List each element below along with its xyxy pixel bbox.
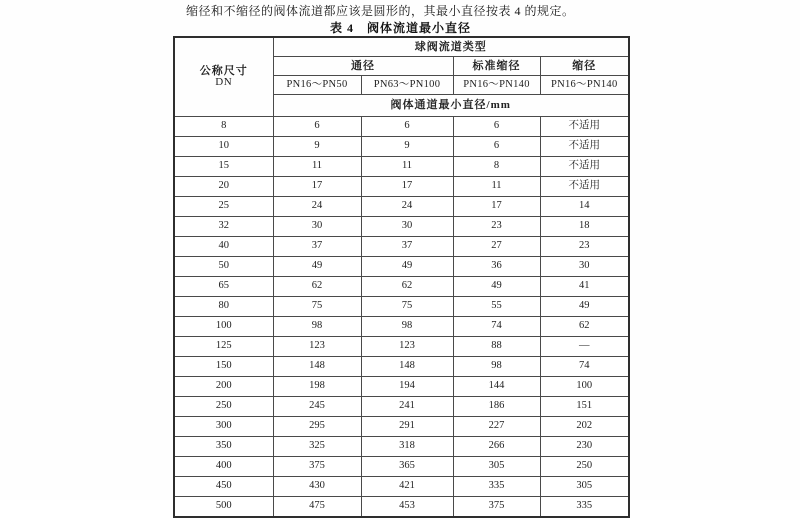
- value-cell: 88: [453, 337, 540, 357]
- value-cell: 49: [453, 277, 540, 297]
- value-cell: 227: [453, 417, 540, 437]
- table-row: [174, 317, 629, 337]
- value-cell: 453: [361, 497, 453, 518]
- group-header-valve-type: 球阀流道类型: [273, 37, 629, 57]
- value-cell: 325: [273, 437, 361, 457]
- value-cell: 75: [273, 297, 361, 317]
- value-cell: 30: [273, 217, 361, 237]
- dn-cell: 150: [174, 357, 273, 377]
- value-cell: 不适用: [540, 137, 629, 157]
- corner-header-line2: DN: [215, 76, 233, 88]
- value-cell: 98: [453, 357, 540, 377]
- dn-cell: 200: [174, 377, 273, 397]
- value-cell: 305: [540, 477, 629, 497]
- min-bore-table: [173, 36, 630, 518]
- value-cell: —: [540, 337, 629, 357]
- value-cell: 8: [453, 157, 540, 177]
- pn-range-1: PN16～PN50: [273, 76, 361, 95]
- value-cell: 37: [361, 237, 453, 257]
- value-cell: 202: [540, 417, 629, 437]
- table-row: [174, 217, 629, 237]
- value-cell: 151: [540, 397, 629, 417]
- table-row: [174, 137, 629, 157]
- value-cell: 186: [453, 397, 540, 417]
- dn-cell: 300: [174, 417, 273, 437]
- value-cell: 230: [540, 437, 629, 457]
- dn-cell: 80: [174, 297, 273, 317]
- value-cell: 250: [540, 457, 629, 477]
- table-row: [174, 457, 629, 477]
- table-caption: 表 4 阀体流道最小直径: [329, 21, 471, 35]
- table-row: [174, 297, 629, 317]
- value-cell: 421: [361, 477, 453, 497]
- value-cell: 不适用: [540, 117, 629, 137]
- table-row: [174, 437, 629, 457]
- value-cell: 11: [273, 157, 361, 177]
- table-row: [174, 157, 629, 177]
- value-cell: 241: [361, 397, 453, 417]
- dn-cell: 65: [174, 277, 273, 297]
- value-cell: 6: [453, 137, 540, 157]
- table-row: [174, 117, 629, 137]
- value-cell: 9: [273, 137, 361, 157]
- value-cell: 305: [453, 457, 540, 477]
- dn-cell: 350: [174, 437, 273, 457]
- dn-cell: 40: [174, 237, 273, 257]
- unit-header: 阀体通道最小直径/mm: [273, 95, 629, 117]
- pn-range-3: PN16～PN140: [453, 76, 540, 95]
- dn-cell: 400: [174, 457, 273, 477]
- value-cell: 6: [453, 117, 540, 137]
- value-cell: 30: [361, 217, 453, 237]
- value-cell: 6: [361, 117, 453, 137]
- value-cell: 23: [540, 237, 629, 257]
- dn-cell: 125: [174, 337, 273, 357]
- table-row: [174, 237, 629, 257]
- value-cell: 198: [273, 377, 361, 397]
- value-cell: 37: [273, 237, 361, 257]
- table-row: [174, 377, 629, 397]
- header-row-group: [174, 37, 629, 57]
- value-cell: 62: [273, 277, 361, 297]
- value-cell: 98: [361, 317, 453, 337]
- value-cell: 98: [273, 317, 361, 337]
- table-row: [174, 357, 629, 377]
- value-cell: 41: [540, 277, 629, 297]
- dn-cell: 10: [174, 137, 273, 157]
- value-cell: 27: [453, 237, 540, 257]
- value-cell: 266: [453, 437, 540, 457]
- value-cell: 375: [453, 497, 540, 518]
- value-cell: 62: [540, 317, 629, 337]
- dn-cell: 250: [174, 397, 273, 417]
- value-cell: 194: [361, 377, 453, 397]
- value-cell: 335: [540, 497, 629, 518]
- dn-cell: 25: [174, 197, 273, 217]
- value-cell: 74: [540, 357, 629, 377]
- value-cell: 365: [361, 457, 453, 477]
- value-cell: 295: [273, 417, 361, 437]
- value-cell: 123: [361, 337, 453, 357]
- value-cell: 30: [540, 257, 629, 277]
- corner-header-line1: 公称尺寸: [199, 65, 248, 77]
- value-cell: 100: [540, 377, 629, 397]
- table-row: [174, 277, 629, 297]
- value-cell: 55: [453, 297, 540, 317]
- value-cell: 24: [361, 197, 453, 217]
- table-row: [174, 337, 629, 357]
- value-cell: 335: [453, 477, 540, 497]
- corner-header-dn: [174, 37, 273, 117]
- value-cell: 14: [540, 197, 629, 217]
- pn-range-4: PN16～PN140: [540, 76, 629, 95]
- value-cell: 不适用: [540, 157, 629, 177]
- table-row: [174, 177, 629, 197]
- value-cell: 74: [453, 317, 540, 337]
- table-row: [174, 417, 629, 437]
- value-cell: 9: [361, 137, 453, 157]
- type-header-reduced: 缩径: [540, 57, 629, 76]
- dn-cell: 50: [174, 257, 273, 277]
- dn-cell: 450: [174, 477, 273, 497]
- table-row: [174, 197, 629, 217]
- dn-cell: 500: [174, 497, 273, 518]
- value-cell: 17: [273, 177, 361, 197]
- value-cell: 123: [273, 337, 361, 357]
- value-cell: 148: [361, 357, 453, 377]
- type-header-full-bore: 通径: [273, 57, 453, 76]
- value-cell: 475: [273, 497, 361, 518]
- value-cell: 75: [361, 297, 453, 317]
- table-row: [174, 257, 629, 277]
- value-cell: 17: [361, 177, 453, 197]
- value-cell: 49: [361, 257, 453, 277]
- value-cell: 144: [453, 377, 540, 397]
- value-cell: 不适用: [540, 177, 629, 197]
- value-cell: 430: [273, 477, 361, 497]
- value-cell: 245: [273, 397, 361, 417]
- value-cell: 11: [453, 177, 540, 197]
- pn-range-2: PN63～PN100: [361, 76, 453, 95]
- value-cell: 24: [273, 197, 361, 217]
- dn-cell: 15: [174, 157, 273, 177]
- type-header-standard-reduced: 标准缩径: [453, 57, 540, 76]
- value-cell: 11: [361, 157, 453, 177]
- dn-cell: 100: [174, 317, 273, 337]
- value-cell: 6: [273, 117, 361, 137]
- value-cell: 291: [361, 417, 453, 437]
- value-cell: 62: [361, 277, 453, 297]
- table-body: [174, 117, 629, 518]
- value-cell: 375: [273, 457, 361, 477]
- intro-paragraph: 缩径和不缩径的阀体流道都应该是圆形的，其最小直径按表 4 的规定。: [186, 4, 575, 18]
- dn-cell: 20: [174, 177, 273, 197]
- value-cell: 49: [540, 297, 629, 317]
- table-row: [174, 397, 629, 417]
- value-cell: 49: [273, 257, 361, 277]
- dn-cell: 32: [174, 217, 273, 237]
- dn-cell: 8: [174, 117, 273, 137]
- value-cell: 18: [540, 217, 629, 237]
- value-cell: 17: [453, 197, 540, 217]
- table-row: [174, 477, 629, 497]
- value-cell: 36: [453, 257, 540, 277]
- value-cell: 318: [361, 437, 453, 457]
- value-cell: 148: [273, 357, 361, 377]
- value-cell: 23: [453, 217, 540, 237]
